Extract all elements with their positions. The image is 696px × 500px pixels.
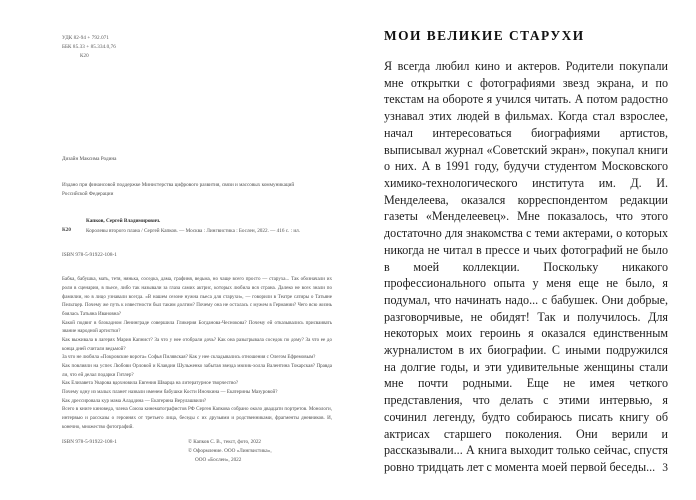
biblio-description: Королевы второго плана / Сергей Капков. — Москва : Лингвистика : Бослен, 2022. — 416 с. : ил. xyxy=(86,228,301,235)
rights-footer xyxy=(62,438,334,465)
biblio-body xyxy=(86,217,324,237)
annotation-paragraph: Почему одну из малых планет назвали именем бабушки Кости Иночкина — Екатерины Мазуровой? xyxy=(62,389,278,396)
copyright-line: © Капков С. В., текст, фото, 2022 xyxy=(188,438,262,445)
isbn-top: ISBN 978-5-91922-108-1 xyxy=(62,252,117,259)
chapter-title: МОИ ВЕЛИКИЕ СТАРУХИ xyxy=(384,28,585,43)
annotation-paragraph: Как дрессировала кур мама Аладдина — Екатерина Верулашвили? xyxy=(62,397,207,404)
annotation-paragraph: За что не любила «Покровские ворота» Софья Пилявская? Как у нее складывались отношения с Олегом Ефремовым? xyxy=(62,354,316,361)
bbk-line: ББК 85.33 + 85.334.0,76 xyxy=(62,43,116,50)
designer-credit: Дизайн Максима Родина xyxy=(62,156,117,163)
biblio-author: Капков, Сергей Владимирович. xyxy=(86,217,161,224)
annotation-paragraph: Всего в книге киноведа, члена Союза кинематографистов РФ Сергея Капкова собрано около двадцати портретов. Монологи, интервью и рассказы о героинях от третьего лица, беседы с их друзьями и родственниками, фрагменты дневников. И, конечно, множество фотографий. xyxy=(62,406,332,430)
copyright-lines xyxy=(188,438,272,465)
copyright-line: © Оформление. ООО «Лингвистика», xyxy=(188,447,272,454)
catalog-code: К20 xyxy=(80,52,89,59)
annotation-paragraph: Как повлияли на успех Любови Орловой и Клавдии Шульженко забытая звезда мюзик-холла Валентина Токарская? Правда ли, что ей делал подарки Гитлер? xyxy=(62,363,332,378)
annotation-paragraph: Какой подвиг в блокадном Ленинграде совершила Гликерия Богданова-Чеснокова? Почему ей отказывались присваивать звание народной артистки? xyxy=(62,319,332,335)
annotation-paragraph: Бабка, бабушка, мать, тетя, нянька, соседка, дама, графиня, ведьма, но чаще всего просто — старуха... Так обозначали их роли в сценарии, в пьесе, либо так называли за глаза самих актрис, которых любила вся страна. Далеко не всех знали по фамилии, но в лицо узнавали всегда. «В нашем сезоне нужна пьеса для старухи», — говорили в Театре сатиры о Татьяне Пельтцер. Почему же путь к известности был таким долгим? Почему она не осталась с мужем в Германии? Чего всю жизнь боялась Татьяна Ивановна? xyxy=(62,276,332,317)
annotation-block xyxy=(62,275,332,431)
biblio-code: К20 xyxy=(62,226,71,233)
isbn-bottom: ISBN 978-5-91922-108-1 xyxy=(62,438,117,445)
bibliographic-entry xyxy=(62,217,332,237)
udk-line: УДК 82-94 + 792.071 xyxy=(62,35,110,41)
page-number: 3 xyxy=(662,462,668,474)
right-page-chapter xyxy=(360,0,696,500)
udk-bbk-block xyxy=(62,34,332,60)
annotation-paragraph: Как Елизавета Уварова вдохновила Евгения Шварца на литературное творчество? xyxy=(62,380,239,387)
chapter-body-text: Я всегда любил кино и актеров. Родители покупали мне открытки с фотографиями звезд экрана, и по текстам на обороте я учился читать. А потом радостно узнавал этих людей в фильмах. Когда стал взрослее, начал интересоваться биографиями артистов, выписывал журнал «Советский экран», покупал книги о них. А в 1991 году, будучи студентом Московского химико-технологического института им. Д. И. Менделеева, оказался корреспондентом редакции газеты «Менделеевец». Мне показалось, что этого достаточно для знакомства с теми актерами, о которых никогда не читал в прессе и чьих фотографий не было в моей коллекции. Поскольку никакого профессионального опыта у меня еще не было, я подумал, что начинать надо... с бабушек. Они добрые, разговорчивые, не обидят! Так и получилось. Для некоторых моих героинь я оказался единственным журналистом в их биографии. С иными подружился на долгие годы, и эти удивительные женщины стали мне почти родными. Еще не имея четкого представления, что делать с этими интервью, я сочинил легенду, будто собираюсь писать книгу об актрисах старшего поколения. Они верили и рассказывали... А книга выходит только сейчас, спустя ровно тридцать лет с момента моей первой беседы... xyxy=(384,59,668,474)
annotation-paragraph: Как выживала в лагерях Мария Капнист? За что у нее отобрали дочь? Как она разыгрывала соседок по дому? За что ее до конца дней считали ведьмой? xyxy=(62,337,332,352)
ministry-support-note: Издано при финансовой поддержке Министерства цифрового развития, связи и массовых коммуникаций Российской Федерации xyxy=(62,181,295,198)
copyright-line: ООО «Бослен», 2022 xyxy=(195,456,242,463)
